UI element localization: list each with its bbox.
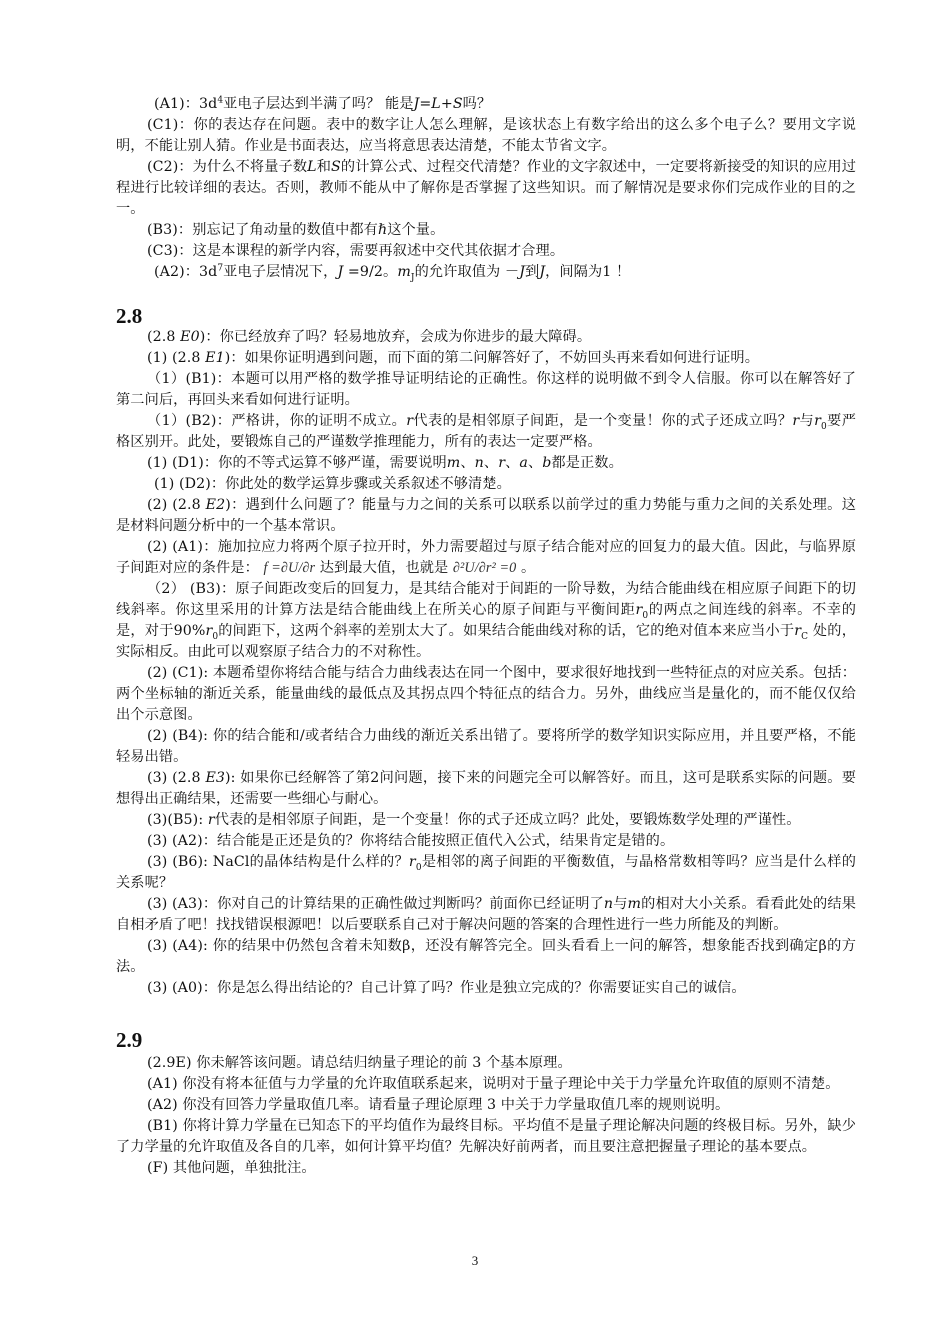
paragraph: (C2)：为什么不将量子数L和S的计算公式、过程交代清楚？作业的文字叙述中，一定要将新接受的知识的应用过程进行比较详细的表达。否则，教师不能从中了解你是否掌握了这些知识。而了解情况是要求你们完成作业的目的之一。 bbox=[116, 159, 856, 217]
paragraph: (2.8 E0)：你已经放弃了吗？轻易地放弃，会成为你进步的最大障碍。 bbox=[147, 329, 592, 345]
paragraph: (B1) 你将计算力学量在已知态下的平均值作为最终目标。平均值不是量子理论解决问题的终极目标。另外，缺少了力学量的允许取值及各自的几率，如何计算平均值？先解决好前两者，而且要注意把握量子理论的基本要点。 bbox=[116, 1118, 856, 1155]
paragraph: （1）(B1)：本题可以用严格的数学推导证明结论的正确性。你这样的说明做不到令人信服。你可以在解答好了第二问后，再回头来看如何进行证明。 bbox=[116, 371, 856, 408]
paragraph: (2) (B4): 你的结合能和/或者结合力曲线的渐近关系出错了。要将所学的数学知识实际应用，并且要严格，不能轻易出错。 bbox=[116, 728, 856, 765]
paragraph: (1) (D1)：你的不等式运算不够严谨，需要说明m、n、r、a、b都是正数。 bbox=[147, 455, 623, 471]
section-heading-2-9: 2.9 bbox=[116, 1028, 143, 1052]
paragraph: (C1)：你的表达存在问题。表中的数字让人怎么理解，是该状态上有数字给出的这么多个电子么？要用文字说明，不能让别人猜。作业是书面表达，应当将意思表达清楚，不能太节省文字。 bbox=[116, 117, 856, 154]
paragraph: (A1) 你没有将本征值与力学量的允许取值联系起来，说明对于量子理论中关于力学量允许取值的原则不清楚。 bbox=[147, 1076, 840, 1092]
paragraph: (B3)：别忘记了角动量的数值中都有ℏ这个量。 bbox=[147, 222, 445, 238]
paragraph: (2) (2.8 E2)：遇到什么问题了？能量与力之间的关系可以联系以前学过的重力势能与重力之间的关系处理。这是材料问题分析中的一个基本常识。 bbox=[116, 497, 856, 534]
page-number: 3 bbox=[471, 1253, 479, 1268]
paragraph: （1）(B2)：严格讲，你的证明不成立。r代表的是相邻原子间距，是一个变量！你的式子还成立吗？r与$r_0$要严格区别开。此处，要锻炼自己的严谨数学推理能力，所有的表达一定要严格。 bbox=[116, 413, 857, 450]
paragraph: (1) (D2)：你此处的数学运算步骤或关系叙述不够清楚。 bbox=[154, 476, 511, 492]
paragraph: (3)(B5): r代表的是相邻原子间距，是一个变量！你的式子还成立吗？此处，要锻炼数学处理的严谨性。 bbox=[147, 812, 801, 828]
paragraph: (3) (A0)：你是怎么得出结论的？自己计算了吗？作业是独立完成的？你需要证实自己的诚信。 bbox=[147, 980, 746, 996]
paragraph: (A1)：$3d^4$亚电子层达到半满了吗？ 能是J=L+S吗？ bbox=[154, 95, 492, 112]
section-2-9 bbox=[116, 1053, 856, 1179]
paragraph: (C3)：这是本课程的新学内容，需要再叙述中交代其依据才合理。 bbox=[147, 243, 565, 259]
formula: ∂²U/∂r² =0 bbox=[452, 560, 517, 576]
section-heading-2-8: 2.8 bbox=[116, 304, 143, 328]
paragraph: (3) (A4): 你的结果中仍然包含着未知数β，还没有解答完全。回头看看上一问的解答，想象能否找到确定β的方法。 bbox=[116, 938, 856, 975]
formula: f =∂U/∂r bbox=[263, 560, 316, 576]
paragraph: (2) (C1): 本题希望你将结合能与结合力曲线表达在同一个图中，要求很好地找到一些特征点的对应关系。包括：两个坐标轴的渐近关系，能量曲线的最低点及其拐点四个特征点的结合力。另外，曲线应当是量化的，而不能仅仅给出个示意图。 bbox=[116, 665, 856, 723]
section-2-8 bbox=[116, 327, 856, 999]
paragraph: (F) 其他问题，单独批注。 bbox=[147, 1160, 316, 1176]
paragraph: (3) (2.8 E3): 如果你已经解答了第2问问题，接下来的问题完全可以解答好。而且，这可是联系实际的问题。要想得出正确结果，还需要一些细心与耐心。 bbox=[116, 770, 856, 807]
paragraph: (2) (A1)：施加拉应力将两个原子拉开时，外力需要超过与原子结合能对应的回复力的最大值。因此，与临界原子间距对应的条件是： f =∂U/∂r 达到最大值，也就是 ∂²U/∂r² =0 。 bbox=[116, 539, 856, 576]
section-top bbox=[116, 94, 856, 283]
paragraph: (1) (2.8 E1)：如果你证明遇到问题，而下面的第二问解答好了，不妨回头再来看如何进行证明。 bbox=[147, 350, 759, 366]
paragraph: (3) (A3)：你对自己的计算结果的正确性做过判断吗？前面你已经证明了n与m的相对大小关系。看看此处的结果自相矛盾了吧！找找错误根源吧！以后要联系自己对于解决问题的答案的合理性进行一些力所能及的判断。 bbox=[116, 896, 856, 933]
paragraph: (A2) 你没有回答力学量取值几率。请看量子理论原理 3 中关于力学量取值几率的规则说明。 bbox=[147, 1097, 730, 1113]
paragraph: （2） (B3)：原子间距改变后的回复力，是其结合能对于间距的一阶导数，为结合能曲线在相应原子间距下的切线斜率。你这里采用的计算方法是结合能曲线上在所关心的原子间距与平衡间距$r_0$的两点之间连线的斜率。不幸的是，对于$90\%r_0$的间距下，这两个斜率的差别太大了。如果结合能曲线对称的话，它的绝对值本来应当小于$r_C$ 处的，实际相反。由此可以观察原子结合力的不对称性。 bbox=[116, 581, 856, 660]
paragraph: (3) (B6): NaCl的晶体结构是什么样的？$r_0$是相邻的离子间距的平衡数值，与晶格常数相等吗？应当是什么样的关系呢？ bbox=[116, 854, 856, 891]
paragraph: (3) (A2)：结合能是正还是负的？你将结合能按照正值代入公式，结果肯定是错的。 bbox=[147, 833, 675, 849]
paragraph: (A2)：$3d^7$亚电子层情况下，J =9/2。$m_J$的允许取值为 －J到J，间隔为1 ！ bbox=[154, 263, 631, 283]
paragraph: (2.9E) 你未解答该问题。请总结归纳量子理论的前 3 个基本原理。 bbox=[147, 1055, 572, 1071]
